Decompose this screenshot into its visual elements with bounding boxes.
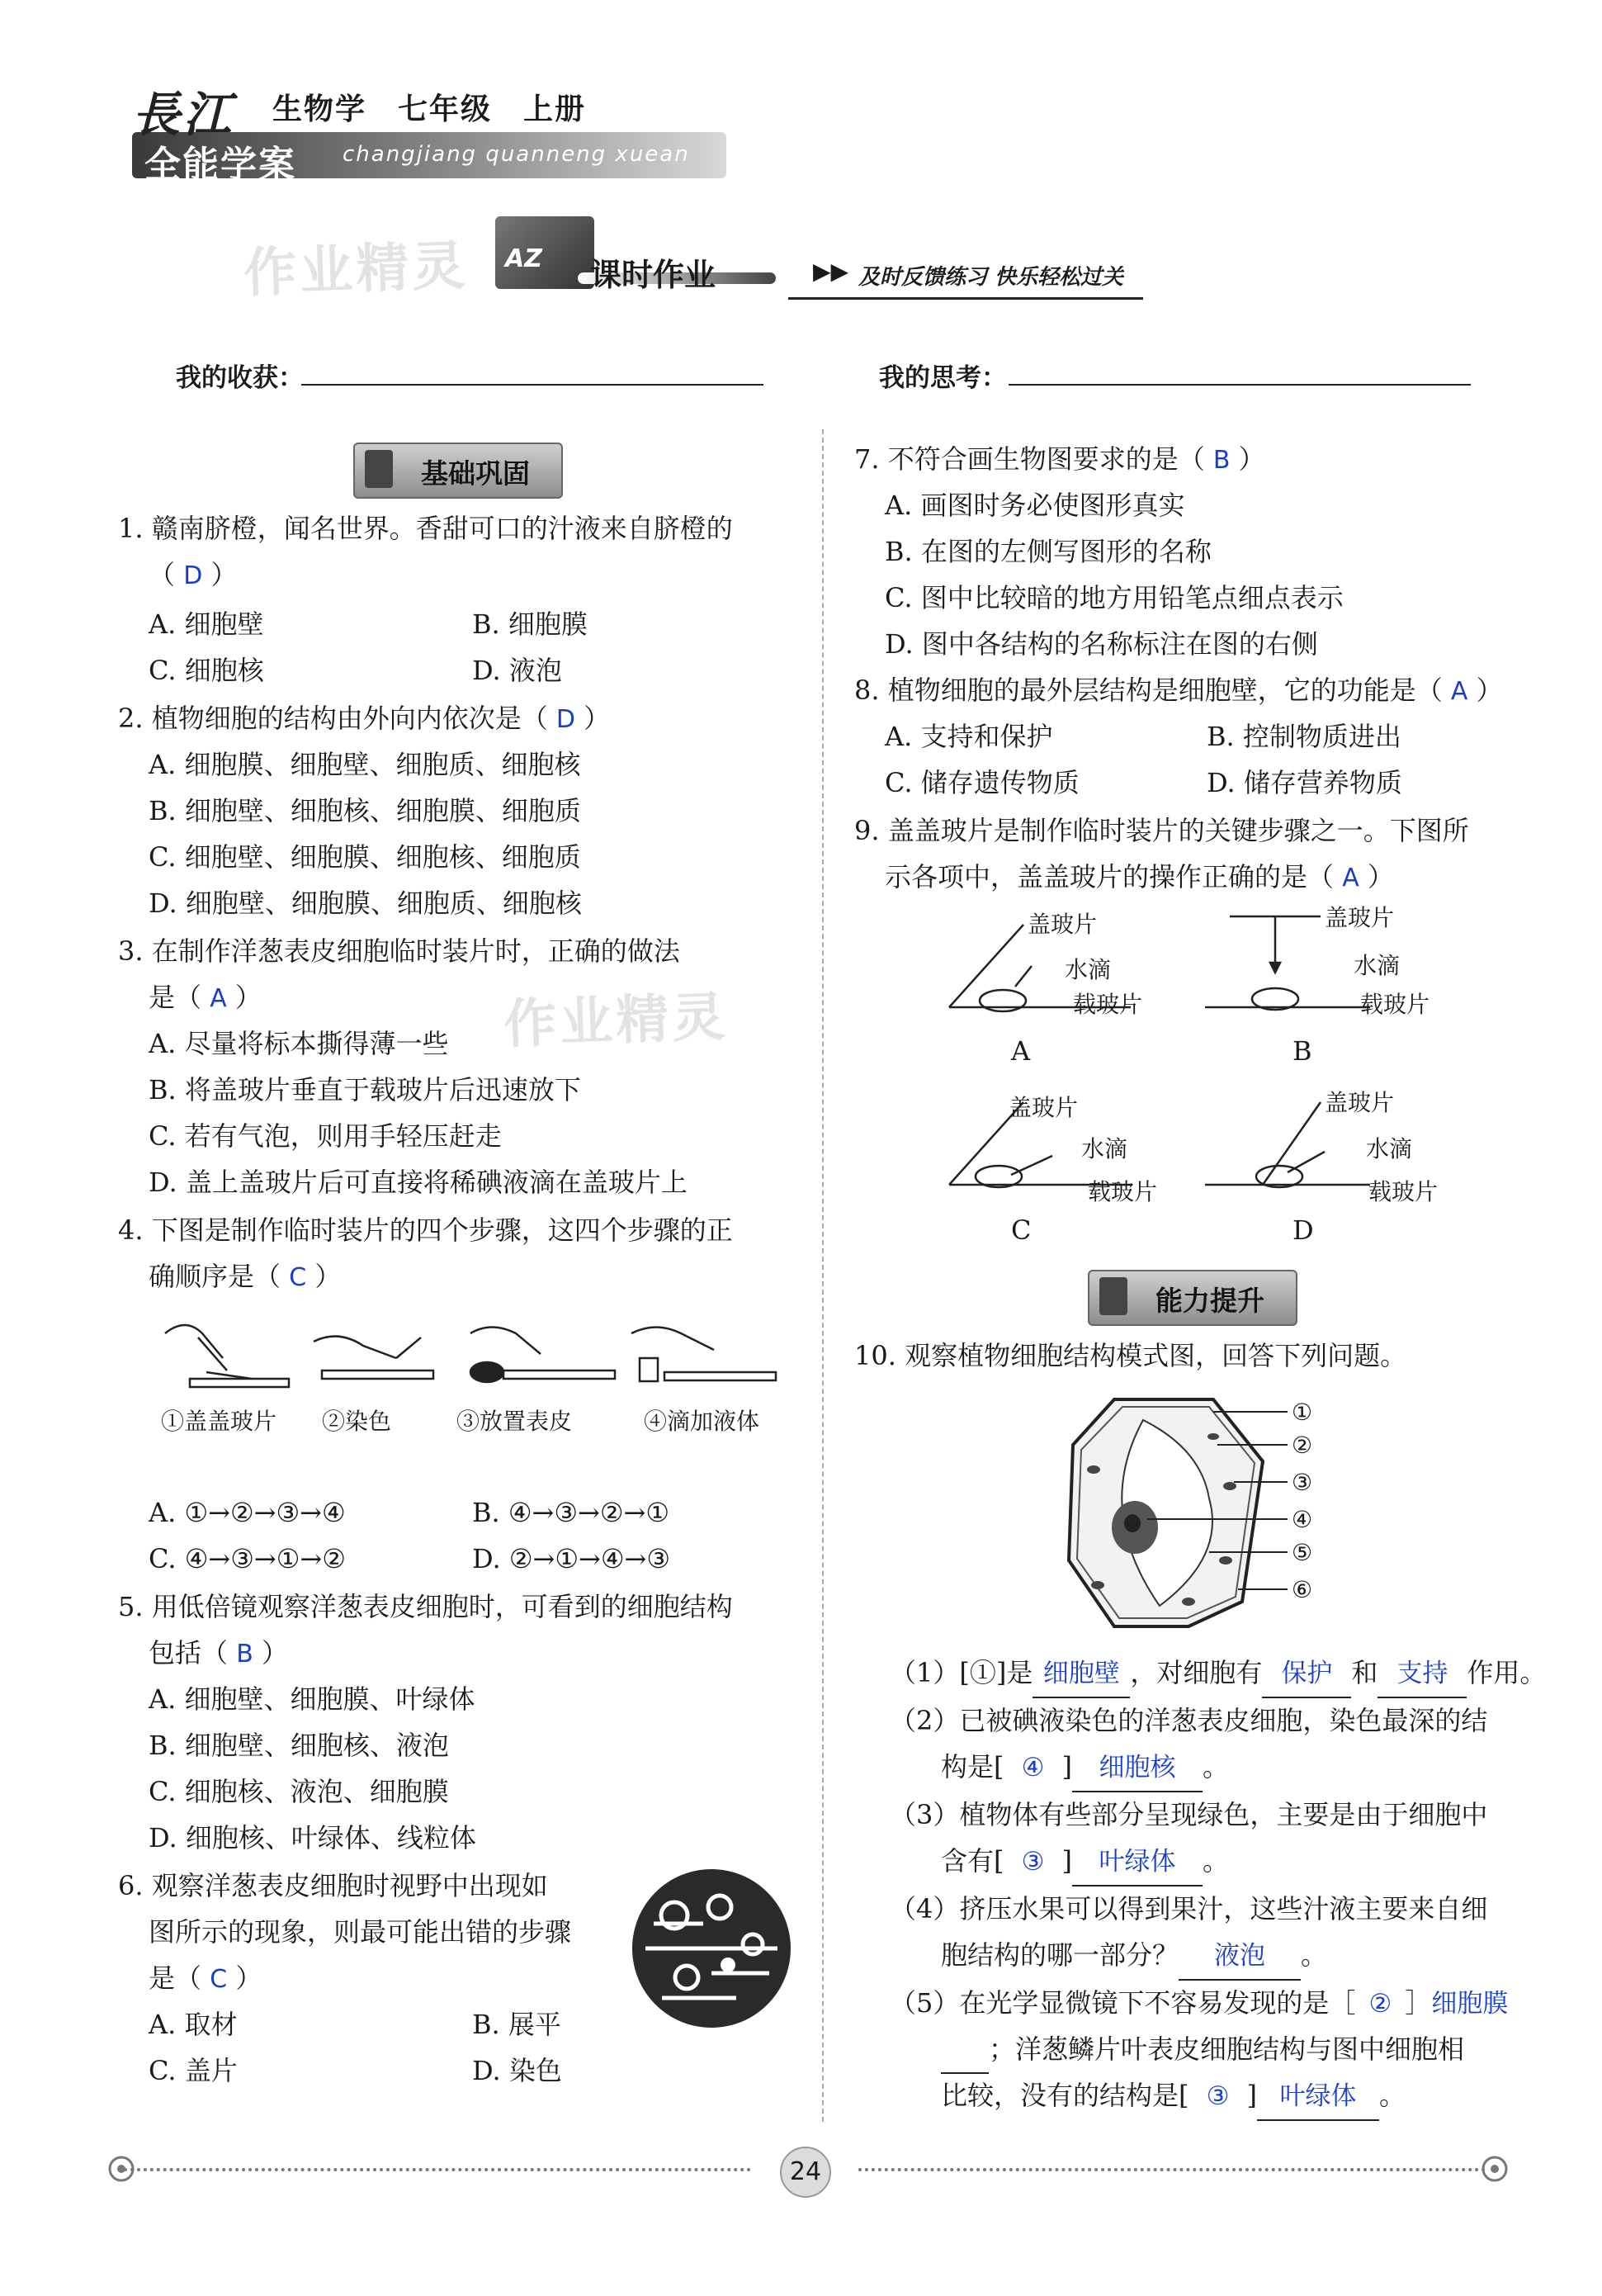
q2-option-c: C. 细胞壁、细胞膜、细胞核、细胞质 <box>149 841 581 873</box>
q1-stem: 1. 赣南脐橙，闻名世界。香甜可口的汁液来自脐橙的 <box>118 513 733 544</box>
marker-3: ③ <box>1292 1469 1313 1496</box>
logo-script: 長江 <box>132 87 235 143</box>
q6-option-d: D. 染色 <box>472 2055 562 2086</box>
q5-option-a: A. 细胞壁、细胞膜、叶绿体 <box>149 1683 475 1715</box>
q6-option-a: A. 取材 <box>149 2009 238 2040</box>
q2-option-b: B. 细胞壁、细胞核、细胞膜、细胞质 <box>149 795 581 826</box>
marker-2: ② <box>1292 1432 1313 1459</box>
q6-answer-line: 是（ C ） <box>149 1962 262 1994</box>
q7-option-b: B. 在图的左侧写图形的名称 <box>885 536 1212 567</box>
harvest-label: 我的收获： <box>176 363 304 393</box>
watermark: 作业精灵 <box>503 987 730 1056</box>
q10-part5-line1: （5）在光学显微镜下不容易发现的是［ ② ］细胞膜 <box>890 1980 1508 2027</box>
az-icon: AZ <box>505 244 542 273</box>
page-number: 24 <box>780 2147 831 2198</box>
q10-p5-answer-1: ② <box>1368 1989 1392 2019</box>
q8-option-d: D. 储存营养物质 <box>1207 767 1402 798</box>
q10-p1-answer-3: 支持 <box>1378 1650 1467 1698</box>
q10-part2-answer-line: 构是[ ④ ] 细胞核 。 <box>941 1744 1229 1792</box>
q10-stem: 10. 观察植物细胞结构模式图，回答下列问题。 <box>854 1340 1407 1371</box>
q9-stem: 9. 盖盖玻片是制作临时装片的关键步骤之一。下图所 <box>854 815 1469 846</box>
q9a-label-water: 水滴 <box>1065 956 1112 983</box>
q10-p5-answer-4: 叶绿体 <box>1257 2073 1379 2121</box>
q1-option-b: B. 细胞膜 <box>472 608 588 640</box>
q10-part5-line2: ；洋葱鳞片叶表皮细胞结构与图中细胞相 <box>941 2026 1464 2074</box>
q6-stem: 6. 观察洋葱表皮细胞时视野中出现如 <box>118 1870 548 1901</box>
q9b-label-cover: 盖玻片 <box>1325 904 1395 931</box>
harvest-blank[interactable] <box>301 384 763 386</box>
q1-option-d: D. 液泡 <box>472 655 562 686</box>
q3-stem: 3. 在制作洋葱表皮细胞临时装片时，正确的做法 <box>118 935 680 967</box>
section-title-advance: 能力提升 <box>1155 1285 1264 1317</box>
q4-stem: 4. 下图是制作临时装片的四个步骤，这四个步骤的正 <box>118 1214 733 1246</box>
q9a-label-cover: 盖玻片 <box>1028 911 1098 938</box>
q9c-label-water: 水滴 <box>1081 1135 1128 1162</box>
q5-option-c: C. 细胞核、液泡、细胞膜 <box>149 1776 449 1807</box>
q2-answer: D <box>555 705 575 734</box>
q10-p1-answer-2: 保护 <box>1262 1650 1351 1698</box>
q5-option-d: D. 细胞核、叶绿体、线粒体 <box>149 1822 476 1853</box>
q9b-label-water: 水滴 <box>1354 952 1401 979</box>
q4-step-4: ④滴加液体 <box>644 1408 760 1435</box>
q9c-label-cover: 盖玻片 <box>1009 1094 1079 1121</box>
q6-stem-2: 图所示的现象，则最可能出错的步骤 <box>149 1916 572 1948</box>
q9d-label-slide: 载玻片 <box>1368 1178 1439 1205</box>
logo-subtitle: 全能学案 <box>144 144 296 186</box>
footer-dotted-line-right <box>858 2168 1486 2171</box>
q9-option-c: C <box>1011 1214 1032 1246</box>
think-blank[interactable] <box>1009 384 1471 386</box>
q1-answer-line: （ D ） <box>149 559 238 590</box>
q4-option-a: A. ①→②→③→④ <box>149 1497 346 1528</box>
marker-1: ① <box>1292 1399 1313 1426</box>
q10-p2-answer-2: 细胞核 <box>1072 1744 1203 1792</box>
section-banner-title: 课时作业 <box>590 257 716 293</box>
q10-part4-stem: （4）挤压水果可以得到果汁，这些汁液主要来自细 <box>890 1893 1488 1924</box>
q10-part2-stem: （2）已被碘液染色的洋葱表皮细胞，染色最深的结 <box>890 1705 1488 1736</box>
double-arrow-icon: ▶▶ <box>813 258 849 285</box>
q9d-label-cover: 盖玻片 <box>1325 1089 1395 1116</box>
q6-microscope-field-image <box>629 1866 794 2031</box>
q2-stem: 2. 植物细胞的结构由外向内依次是（ D ） <box>118 703 611 734</box>
q3-option-b: B. 将盖玻片垂直于载玻片后迅速放下 <box>149 1074 581 1105</box>
q9-option-d: D <box>1292 1214 1314 1246</box>
q9c-label-slide: 载玻片 <box>1088 1178 1158 1205</box>
q5-option-b: B. 细胞壁、细胞核、液泡 <box>149 1730 449 1761</box>
think-label: 我的思考： <box>879 363 1007 393</box>
q1-option-c: C. 细胞核 <box>149 655 264 686</box>
q3-option-d: D. 盖上盖玻片后可直接将稀碘液滴在盖玻片上 <box>149 1167 688 1198</box>
q3-answer-line: 是（ A ） <box>149 982 262 1013</box>
q9-answer-line: 示各项中，盖盖玻片的操作正确的是（ A ） <box>885 861 1394 892</box>
q9b-label-slide: 载玻片 <box>1360 991 1430 1018</box>
q8-option-c: C. 储存遗传物质 <box>885 767 1080 798</box>
q8-option-b: B. 控制物质进出 <box>1207 721 1401 752</box>
q9d-label-water: 水滴 <box>1366 1135 1413 1162</box>
q7-option-a: A. 画图时务必使图形真实 <box>885 490 1185 521</box>
logo-pinyin: changjiang quanneng xuean <box>343 142 690 167</box>
marker-6: ⑥ <box>1292 1576 1313 1603</box>
q10-p5-answer-3: ③ <box>1206 2081 1230 2111</box>
q4-step-2: ②染色 <box>322 1408 392 1435</box>
q3-option-c: C. 若有气泡，则用手轻压赶走 <box>149 1120 502 1152</box>
q9-option-b: B <box>1292 1035 1312 1067</box>
footer-swirl-icon <box>103 2151 144 2187</box>
q4-step-illustrations <box>149 1313 792 1404</box>
marker-4: ④ <box>1292 1506 1313 1533</box>
q4-step-3: ③放置表皮 <box>456 1408 573 1435</box>
q10-p5-answer-2: 细胞膜 <box>1431 1989 1509 2019</box>
q3-option-a: A. 尽量将标本撕得薄一些 <box>149 1028 449 1059</box>
q7-stem: 7. 不符合画生物图要求的是（ B ） <box>854 443 1265 475</box>
q6-option-b: B. 展平 <box>472 2009 561 2040</box>
q7-answer: B <box>1212 446 1231 475</box>
q7-option-d: D. 图中各结构的名称标注在图的右侧 <box>885 628 1318 660</box>
banner-underline <box>788 297 1143 300</box>
section-title-basic: 基础巩固 <box>421 457 530 490</box>
q9a-label-slide: 载玻片 <box>1073 991 1143 1018</box>
watermark: 作业精灵 <box>243 235 470 305</box>
q10-p1-answer-1: 细胞壁 <box>1033 1650 1130 1698</box>
q4-option-c: C. ④→③→①→② <box>149 1543 346 1574</box>
q1-answer: D <box>183 561 203 590</box>
banner-motto: 及时反馈练习 快乐轻松过关 <box>858 265 1124 290</box>
q4-option-b: B. ④→③→②→① <box>472 1497 670 1528</box>
q4-answer-line: 确顺序是（ C ） <box>149 1261 342 1292</box>
q3-answer: A <box>210 984 227 1013</box>
q9-answer: A <box>1342 864 1359 892</box>
q9-option-a: A <box>1011 1035 1031 1067</box>
q2-option-a: A. 细胞膜、细胞壁、细胞质、细胞核 <box>149 749 581 780</box>
q10-part5-line3: 比较，没有的结构是[ ③ ] 叶绿体 。 <box>941 2072 1406 2121</box>
q10-part1: （1）[①]是 细胞壁 ，对细胞有 保护 和 支持 作用。 <box>890 1650 1546 1698</box>
q4-option-d: D. ②→①→④→③ <box>472 1543 671 1574</box>
q6-option-c: C. 盖片 <box>149 2055 238 2086</box>
q6-answer: C <box>210 1965 228 1994</box>
footer-swirl-icon <box>1473 2151 1515 2187</box>
q5-answer: B <box>236 1640 253 1669</box>
subject-title: 生物学 七年级 上册 <box>272 92 587 126</box>
q8-option-a: A. 支持和保护 <box>885 721 1053 752</box>
q2-option-d: D. 细胞壁、细胞膜、细胞质、细胞核 <box>149 888 582 919</box>
column-divider <box>822 429 824 2122</box>
q4-answer: C <box>289 1263 307 1292</box>
q10-p2-answer-1: ④ <box>1021 1753 1045 1782</box>
q4-step-1: ①盖盖玻片 <box>161 1408 277 1435</box>
q10-p4-answer: 液泡 <box>1179 1933 1301 1981</box>
footer-dotted-line-left <box>124 2168 751 2171</box>
q1-option-a: A. 细胞壁 <box>149 608 264 640</box>
q8-answer: A <box>1450 677 1468 706</box>
notebook-icon <box>365 450 393 488</box>
q5-answer-line: 包括（ B ） <box>149 1637 288 1669</box>
q8-stem: 8. 植物细胞的最外层结构是细胞壁，它的功能是（ A ） <box>854 675 1503 706</box>
clipboard-icon <box>1099 1277 1127 1315</box>
q10-part3-stem: （3）植物体有些部分呈现绿色，主要是由于细胞中 <box>890 1799 1488 1830</box>
marker-5: ⑤ <box>1292 1539 1313 1566</box>
q10-part3-answer-line: 含有[ ③ ] 叶绿体 。 <box>941 1838 1229 1887</box>
q10-part4-answer-line: 胞结构的哪一部分？ 液泡 。 <box>941 1932 1327 1981</box>
q5-stem: 5. 用低倍镜观察洋葱表皮细胞时，可看到的细胞结构 <box>118 1591 733 1622</box>
q7-option-c: C. 图中比较暗的地方用铅笔点细点表示 <box>885 582 1344 613</box>
q10-p3-answer-1: ③ <box>1021 1847 1045 1877</box>
q10-p3-answer-2: 叶绿体 <box>1072 1839 1203 1887</box>
